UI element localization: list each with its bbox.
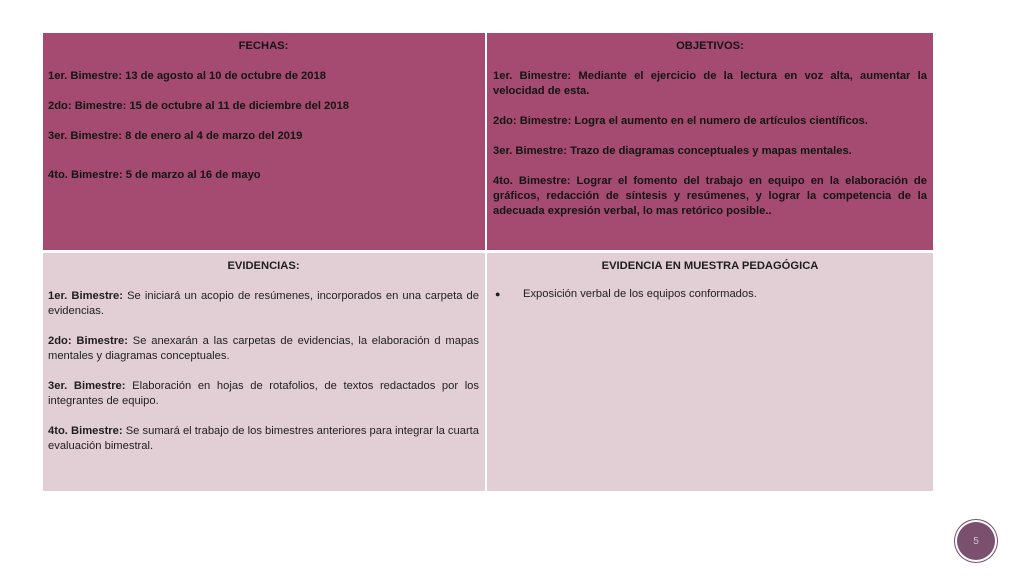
objetivos-item-2: 2do: Bimestre: Logra el aumento en el numero de artículos científicos. bbox=[493, 115, 868, 127]
content-table bbox=[43, 33, 933, 491]
fechas-item-2: 2do: Bimestre: 15 de octubre al 11 de diciembre del 2018 bbox=[48, 100, 349, 112]
objetivos-item-1: 1er. Bimestre: Mediante el ejercicio de la lectura en voz alta, aumentar la velocidad de esta. bbox=[493, 70, 927, 97]
evidencias-item-2-text: Se anexarán a las carpetas de evidencias, la elaboración d mapas mentales y diagramas conceptuales. bbox=[48, 335, 479, 362]
muestra-cell bbox=[487, 253, 933, 491]
evidencias-item-3-label: 3er. Bimestre: bbox=[48, 380, 126, 392]
fechas-item-4: 4to. Bimestre: 5 de marzo al 16 de mayo bbox=[48, 169, 261, 181]
fechas-heading: FECHAS: bbox=[238, 40, 289, 52]
fechas-cell bbox=[43, 33, 487, 253]
evidencias-heading: EVIDENCIAS: bbox=[227, 260, 300, 272]
bullet-icon: ● bbox=[495, 289, 501, 299]
evidencias-item-3 bbox=[48, 379, 479, 409]
evidencias-item-3-text: Elaboración en hojas de rotafolios, de textos redactados por los integrantes de equipo. bbox=[48, 380, 479, 407]
objetivos-item-3: 3er. Bimestre: Trazo de diagramas conceptuales y mapas mentales. bbox=[493, 145, 852, 157]
fechas-item-1: 1er. Bimestre: 13 de agosto al 10 de octubre de 2018 bbox=[48, 70, 326, 82]
page-number-badge bbox=[957, 522, 995, 560]
objetivos-heading: OBJETIVOS: bbox=[676, 40, 744, 52]
evidencias-item-4-text: Se sumará el trabajo de los bimestres anteriores para integrar la cuarta evaluación bimestral. bbox=[48, 425, 479, 452]
evidencias-item-2 bbox=[48, 334, 479, 364]
evidencias-item-2-label: 2do: Bimestre: bbox=[48, 335, 128, 347]
objetivos-item-4: 4to. Bimestre: Lograr el fomento del trabajo en equipo en la elaboración de gráficos, redacción de síntesis y resúmenes, y lograr la competencia de la adecuada expresión verbal, lo mas retórico posible.. bbox=[493, 175, 927, 217]
fechas-item-3: 3er. Bimestre: 8 de enero al 4 de marzo del 2019 bbox=[48, 130, 303, 142]
evidencias-cell bbox=[43, 253, 487, 491]
muestra-bullet-text: Exposición verbal de los equipos conformados. bbox=[523, 288, 757, 300]
evidencias-item-1-label: 1er. Bimestre: bbox=[48, 290, 123, 302]
objetivos-cell bbox=[487, 33, 933, 253]
page-number: 5 bbox=[973, 535, 979, 547]
evidencias-item-4 bbox=[48, 424, 479, 454]
muestra-heading: EVIDENCIA EN MUESTRA PEDAGÓGICA bbox=[601, 260, 819, 272]
evidencias-item-1 bbox=[48, 289, 479, 319]
muestra-bullet-item bbox=[493, 287, 927, 302]
evidencias-item-4-label: 4to. Bimestre: bbox=[48, 425, 123, 437]
evidencias-item-1-text: Se iniciará un acopio de resúmenes, incorporados en una carpeta de evidencias. bbox=[48, 290, 479, 317]
